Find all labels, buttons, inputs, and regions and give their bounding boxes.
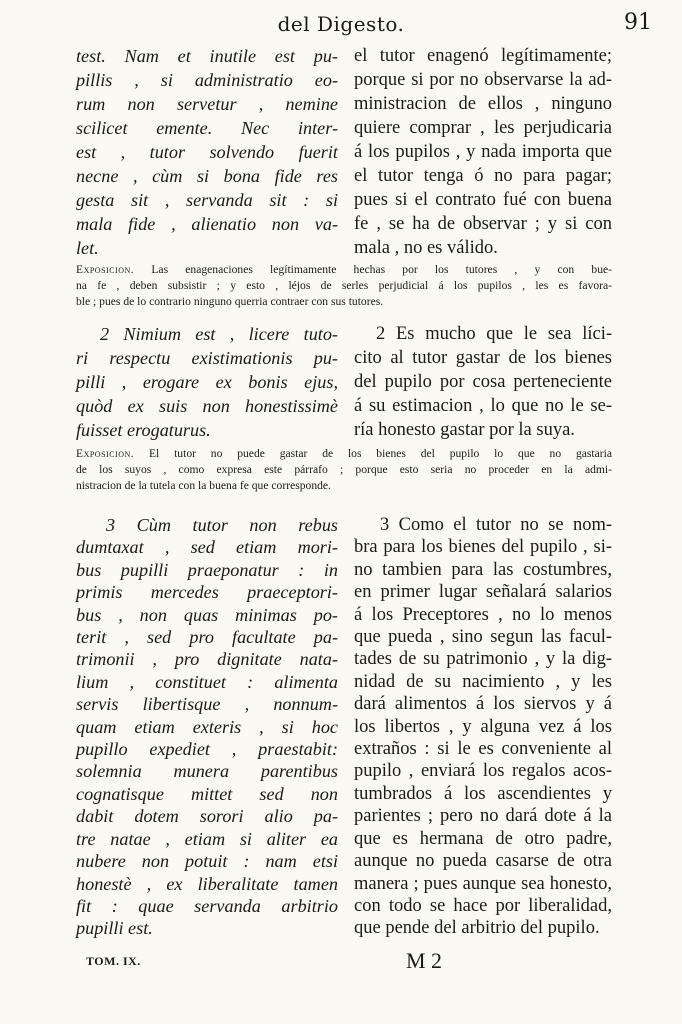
exposicion-1 — [76, 262, 612, 310]
spanish-text — [354, 514, 612, 940]
spanish-line: los libertos , y alguna vez á los — [354, 716, 612, 737]
latin-line: trimonii , pro dignitate nata- — [76, 649, 338, 670]
latin-line: servis libertisque , nonnum- — [76, 694, 338, 715]
latin-line: primis mercedes praeceptori- — [76, 582, 338, 603]
latin-line: fuisset erogaturus. — [76, 420, 211, 440]
latin-line: quam etiam exteris , si hoc — [76, 716, 338, 737]
spanish-line: del pupilo por cosa perteneciente — [354, 372, 612, 392]
running-title: del Digesto. — [277, 12, 405, 36]
spanish-line: que pueda , sino segun las facul- — [354, 627, 612, 648]
latin-line: let. — [76, 238, 99, 258]
exposicion-2 — [76, 446, 612, 494]
spanish-line: con todo se hace por liberalidad, — [354, 895, 612, 916]
latin-line: pupilli est. — [76, 918, 153, 939]
latin-line: quòd ex suis non honestissimè — [76, 396, 338, 416]
latin-text — [76, 322, 338, 442]
spanish-line: á los pupilos , y nada importa que — [354, 142, 612, 162]
volume-label: TOM. IX. — [86, 954, 141, 968]
latin-line: bus pupilli praeponatur : in — [76, 559, 338, 580]
spanish-line: dará alimentos á los siervos y á — [354, 694, 612, 715]
latin-text — [76, 514, 338, 940]
latin-line: test. Nam et inutile est pu- — [76, 46, 338, 66]
spanish-line: 2 Es mucho que le sea líci- — [376, 324, 612, 344]
spanish-line: que es hermana de otro padre, — [354, 828, 612, 849]
latin-line: nubere non potuit : nam etsi — [76, 851, 338, 872]
spanish-line: el tutor enagenó legítimamente; — [354, 46, 612, 66]
latin-line: fit : quae servanda arbitrio — [76, 895, 338, 916]
spanish-line: á su estimacion , lo que no le se- — [354, 396, 612, 416]
latin-line: pillis , si administratio eo- — [76, 70, 338, 90]
latin-line: terit , sed pro facultate pa- — [76, 627, 338, 648]
latin-line: lium , constituet : alimenta — [76, 671, 338, 692]
spanish-line: en primer lugar señalará salarios — [354, 582, 612, 603]
spanish-line: á los Preceptores , no lo menos — [354, 604, 612, 625]
spanish-line: pupilo , enviará los regalos acos- — [354, 761, 612, 782]
latin-line: tre natae , etiam si aliter ea — [76, 828, 338, 849]
running-header — [0, 6, 682, 38]
latin-line: mala fide , alienatio non va- — [76, 214, 338, 234]
latin-line: 2 Nimium est , licere tuto- — [100, 324, 338, 344]
spanish-text — [354, 322, 612, 442]
spanish-line: quiere comprar , les perjudicaria — [354, 118, 612, 138]
spanish-line: el tutor tenga ó no para pagar; — [354, 166, 612, 186]
spanish-text — [354, 44, 612, 260]
spanish-line: nidad de su nacimiento , y les — [354, 671, 612, 692]
spanish-line: extraños : si le es conveniente al — [354, 739, 612, 760]
latin-line: ri respectu existimationis pu- — [76, 348, 338, 368]
latin-line: rum non servetur , nemine — [76, 94, 338, 114]
latin-line: gesta sit , servanda sit : si — [76, 190, 338, 210]
exposicion-label: Exposicion. — [76, 447, 135, 460]
latin-line: cognatisque mittet sed non — [76, 783, 338, 804]
latin-line: scilicet emente. Nec inter- — [76, 118, 338, 138]
spanish-line: ría honesto gastar por la suya. — [354, 420, 575, 440]
spanish-line: bra para los bienes del pupilo , si- — [354, 537, 612, 558]
page-number: 91 — [624, 10, 652, 35]
spanish-line: ministracion de ellos , ninguno — [354, 94, 612, 114]
latin-line: necne , cùm si bona fide res — [76, 166, 338, 186]
spanish-line: mala , no es válido. — [354, 238, 498, 258]
spanish-line: porque si por no observarse la ad- — [354, 70, 612, 90]
spanish-line: tades de su patrimonio , y la dig- — [354, 649, 612, 670]
page-footer — [0, 948, 682, 978]
spanish-line: 3 Como el tutor no se nom- — [380, 515, 612, 535]
spanish-line: pues si el contrato fué con buena — [354, 190, 612, 210]
spanish-line: cito al tutor gastar de los bienes — [354, 348, 612, 368]
latin-line: pilli , erogare ex bonis ejus, — [76, 372, 338, 392]
exposicion-line: de los suyos , como expresa este párrafo ; porque esto seria no proceder en la admi- — [76, 463, 612, 476]
exposicion-line: nistracion de la tutela con la buena fe que corresponde. — [76, 479, 331, 492]
latin-line: dumtaxat , sed etiam mori- — [76, 537, 338, 558]
latin-line: est , tutor solvendo fuerit — [76, 142, 338, 162]
latin-line: 3 Cùm tutor non rebus — [106, 515, 338, 535]
exposicion-line: ble ; pues de lo contrario ninguno querria contraer con sus tutores. — [76, 295, 384, 308]
latin-line: honestè , ex liberalitate tamen — [76, 873, 338, 894]
exposicion-line: Exposicion. El tutor no puede gastar de los bienes del pupilo lo que no gastaria — [76, 447, 612, 460]
spanish-line: tumbrados á los ascendientes y — [354, 783, 612, 804]
exposicion-label: Exposicion. — [76, 263, 135, 276]
spanish-line: que pende del arbitrio del pupilo. — [354, 918, 600, 939]
exposicion-line: Exposicion. Las enagenaciones legítimamente hechas por los tutores , y con bue- — [76, 263, 612, 276]
spanish-line: aunque no pueda casarse de otra — [354, 851, 612, 872]
spanish-line: fe , se ha de observar ; y si con — [354, 214, 612, 234]
spanish-line: parientes ; pero no dará dote á la — [354, 806, 612, 827]
latin-line: solemnia munera parentibus — [76, 761, 338, 782]
latin-text — [76, 44, 338, 260]
spanish-line: no tambien para las costumbres, — [354, 559, 612, 580]
exposicion-line: na fe , deben subsistir ; y esto , léjos de serles perjudicial á los pupilos , les es favora- — [76, 279, 612, 292]
signature-mark: M 2 — [406, 948, 443, 973]
latin-line: pupillo expediet , praestabit: — [76, 739, 338, 760]
latin-line: bus , non quas minimas po- — [76, 604, 338, 625]
spanish-line: manera ; pues aunque sea honesto, — [354, 873, 612, 894]
latin-line: dabit dotem sorori alio pa- — [76, 806, 338, 827]
